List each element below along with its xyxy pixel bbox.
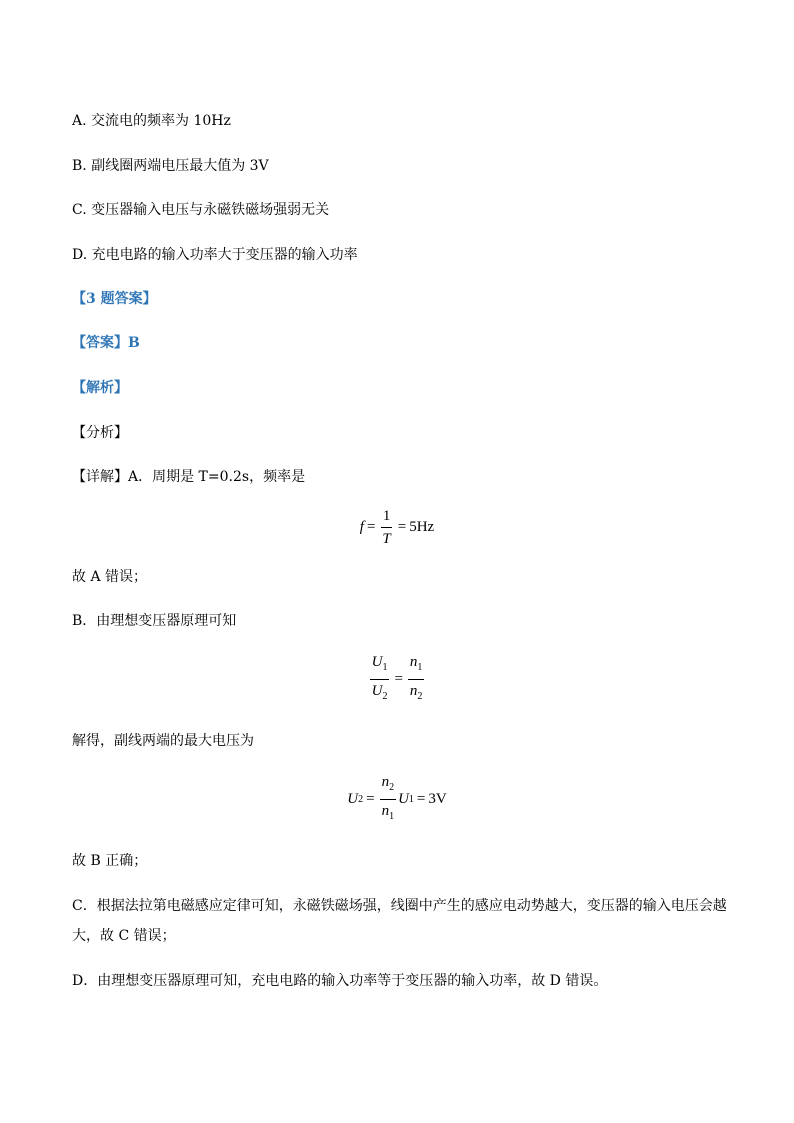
eq3-num-sub: 2 (389, 781, 395, 793)
eq2-right-fraction (408, 653, 425, 706)
option-a (72, 111, 231, 131)
answer-line (72, 333, 140, 353)
eq1-rhs: 5Hz (409, 518, 435, 535)
option-d-text: 充电电路的输入功率大于变压器的输入功率 (91, 247, 358, 263)
eq1-lhs: f (359, 518, 364, 535)
detail-a: 【详解】A．周期是 T=0.2s，频率是 (72, 469, 306, 485)
c-line-1: C．根据法拉第电磁感应定律可知，永磁铁磁场强，线圈中产生的感应电动势越大，变压器的输入电压会越 (72, 898, 727, 914)
eq3-num: n (381, 773, 390, 790)
b-intro: B．由理想变压器原理可知 (72, 613, 237, 629)
eq1-fraction (380, 507, 392, 548)
analysis-title: 【解析】 (72, 380, 128, 396)
eq3-den-sub: 1 (389, 810, 395, 822)
eq2-num-right-sub: 1 (417, 661, 423, 673)
eq2-den-left: U (371, 682, 383, 699)
option-c-letter: C. (72, 202, 87, 218)
eq3-mid-sub: 1 (408, 793, 414, 805)
b-solve: 解得，副线两端的最大电压为 (72, 733, 254, 749)
a-wrong: 故 A 错误； (72, 569, 148, 585)
option-b (72, 156, 269, 176)
equation-frequency: f = $\frac{1}{T}$ = 5Hz (359, 507, 435, 547)
option-c-text: 变压器输入电压与永磁铁磁场强弱无关 (91, 202, 330, 218)
eq3-mid: U (398, 790, 409, 807)
answer-text: 【答案】B (72, 335, 140, 351)
eq3-rhs: 3V (428, 790, 447, 807)
option-d-letter: D. (72, 247, 88, 263)
option-a-letter: A. (72, 113, 87, 129)
c-line-2: 大，故 C 错误； (72, 928, 176, 944)
eq2-den-left-sub: 2 (382, 690, 388, 702)
eq2-den-right-sub: 2 (417, 690, 423, 702)
eq1-num: 1 (381, 507, 393, 528)
eq2-den-right: n (409, 682, 418, 699)
eq2-num-left: U (371, 653, 383, 670)
option-b-letter: B. (72, 158, 87, 174)
eq2-num-left-sub: 1 (382, 661, 388, 673)
option-b-text: 副线圈两端电压最大值为 3V (91, 158, 269, 174)
eq2-left-fraction (370, 653, 390, 706)
equation-ratio: $\frac{U_1}{U_2}$ = $\frac{n_1}{n_2}$ (0, 656, 794, 702)
fenxi-title: 【分析】 (72, 425, 128, 441)
option-a-text: 交流电的频率为 10Hz (91, 113, 231, 129)
eq1-den: T (382, 530, 391, 547)
eq3-lhs-sub: 2 (358, 793, 364, 805)
d-line: D．由理想变压器原理可知，充电电路的输入功率等于变压器的输入功率，故 D 错误。 (72, 973, 608, 989)
eq3-den: n (381, 802, 390, 819)
eq2-num-right: n (409, 653, 418, 670)
eq3-lhs: U (347, 790, 359, 807)
section-title: 【3 题答案】 (72, 291, 157, 307)
equation-voltage: U 2 = $\frac{n_2}{n_1}$ U 1 = 3V (0, 776, 794, 822)
option-d (72, 245, 358, 265)
option-c (72, 200, 329, 220)
b-right: 故 B 正确； (72, 853, 148, 869)
eq3-fraction (380, 773, 397, 826)
